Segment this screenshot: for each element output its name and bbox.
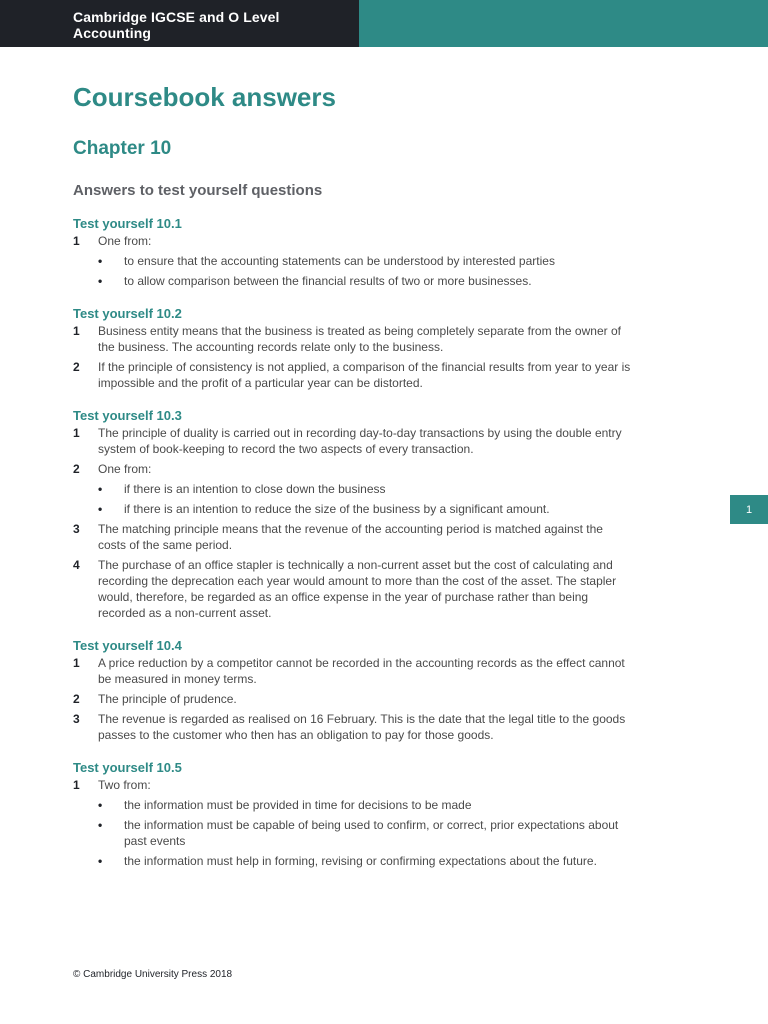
- answer-section: [73, 637, 633, 743]
- section-heading: Test yourself 10.3: [73, 408, 182, 423]
- answer-text: The principle of duality is carried out in recording day-to-day transactions by using the double entry system of book-keeping to record the two aspects of every transaction.: [98, 426, 622, 456]
- answer-item: [73, 521, 633, 553]
- answer-number: 1: [73, 324, 80, 338]
- bullet-item: [98, 797, 633, 813]
- section-heading: Test yourself 10.5: [73, 760, 182, 775]
- copyright-footer: © Cambridge University Press 2018: [73, 969, 233, 980]
- answer-text: One from:: [98, 462, 152, 476]
- answer-number: 2: [73, 462, 80, 476]
- bullet-list: [98, 797, 633, 869]
- answer-number: 3: [73, 712, 80, 726]
- bullet-item: [98, 817, 633, 849]
- answer-number: 3: [73, 522, 80, 536]
- banner-teal-block: [359, 0, 768, 47]
- page-number-tab: [730, 495, 768, 524]
- answer-text: The revenue is regarded as realised on 16 February. This is the date that the legal title to the goods passes to the customer who then has an obligation to pay for those goods.: [98, 712, 626, 742]
- bullet-text: to ensure that the accounting statements can be understood by interested parties: [124, 254, 555, 268]
- bullet-item: [98, 253, 633, 269]
- answer-item: [73, 425, 633, 457]
- bullet-icon: •: [98, 482, 103, 496]
- banner-dark-block: [0, 0, 359, 47]
- book-title: Cambridge IGCSE and O Level Accounting: [73, 8, 280, 41]
- answer-section: [73, 215, 633, 289]
- answer-number: 1: [73, 426, 80, 440]
- bullet-icon: •: [98, 274, 103, 288]
- answer-item: [73, 691, 633, 707]
- bullet-icon: •: [98, 502, 103, 516]
- bullet-item: [98, 853, 633, 869]
- answer-section: [73, 305, 633, 391]
- answer-text: The principle of prudence.: [98, 692, 237, 706]
- bullet-icon: •: [98, 818, 103, 832]
- answer-number: 2: [73, 692, 80, 706]
- page-number: 1: [745, 503, 753, 516]
- bullet-text: the information must help in forming, revising or confirming expectations about the future.: [124, 854, 597, 868]
- answer-text: A price reduction by a competitor cannot be recorded in the accounting records as the effect cannot be measured in money terms.: [98, 656, 625, 686]
- answer-section: [73, 759, 633, 869]
- section-heading: Test yourself 10.2: [73, 306, 182, 321]
- section-heading: Test yourself 10.1: [73, 216, 182, 231]
- bullet-list: [98, 253, 633, 289]
- main-content: [73, 80, 633, 869]
- section-heading: Test yourself 10.4: [73, 638, 182, 653]
- answer-number: 1: [73, 656, 80, 670]
- bullet-list: [98, 481, 633, 517]
- answer-number: 1: [73, 234, 80, 248]
- answer-number: 4: [73, 558, 80, 572]
- answer-text: Two from:: [98, 778, 151, 792]
- answer-number: 2: [73, 360, 80, 374]
- answer-text: The purchase of an office stapler is technically a non-current asset but the cost of calculating and recording the deprecation each year would amount to more than the cost of the asset. The stapler would, therefore, be regarded as an office expense in the year of purchase rather than being recorded as a non-current asset.: [98, 558, 617, 620]
- answer-item: [73, 655, 633, 687]
- bullet-icon: •: [98, 798, 103, 812]
- bullet-icon: •: [98, 854, 103, 868]
- bullet-text: the information must be provided in time for decisions to be made: [124, 798, 472, 812]
- answer-text: Business entity means that the business is treated as being completely separate from the owner of the business. The accounting records relate only to the business.: [98, 324, 621, 354]
- bullet-text: if there is an intention to close down the business: [124, 482, 386, 496]
- bullet-item: [98, 501, 633, 517]
- bullet-text: the information must be capable of being used to confirm, or correct, prior expectations about past events: [124, 818, 619, 848]
- bullet-text: if there is an intention to reduce the size of the business by a significant amount.: [124, 502, 550, 516]
- bullet-item: [98, 481, 633, 497]
- page-title: Coursebook answers: [73, 82, 336, 112]
- bullet-item: [98, 273, 633, 289]
- answer-section: [73, 407, 633, 621]
- answer-number: 1: [73, 778, 80, 792]
- answer-text: The matching principle means that the revenue of the accounting period is matched against the costs of the same period.: [98, 522, 603, 552]
- top-banner: [0, 0, 768, 47]
- answer-text: One from:: [98, 234, 152, 248]
- sections-container: [73, 215, 633, 869]
- answer-item: [73, 557, 633, 621]
- answer-item: [73, 777, 633, 869]
- answer-item: [73, 359, 633, 391]
- subtitle-heading: Answers to test yourself questions: [73, 182, 323, 199]
- answer-item: [73, 323, 633, 355]
- answer-item: [73, 461, 633, 517]
- chapter-heading: Chapter 10: [73, 138, 172, 159]
- answer-item: [73, 711, 633, 743]
- bullet-text: to allow comparison between the financial results of two or more businesses.: [124, 274, 532, 288]
- answer-text: If the principle of consistency is not applied, a comparison of the financial results from year to year is impossible and the profit of a particular year can be distorted.: [98, 360, 631, 390]
- bullet-icon: •: [98, 254, 103, 268]
- answer-item: [73, 233, 633, 289]
